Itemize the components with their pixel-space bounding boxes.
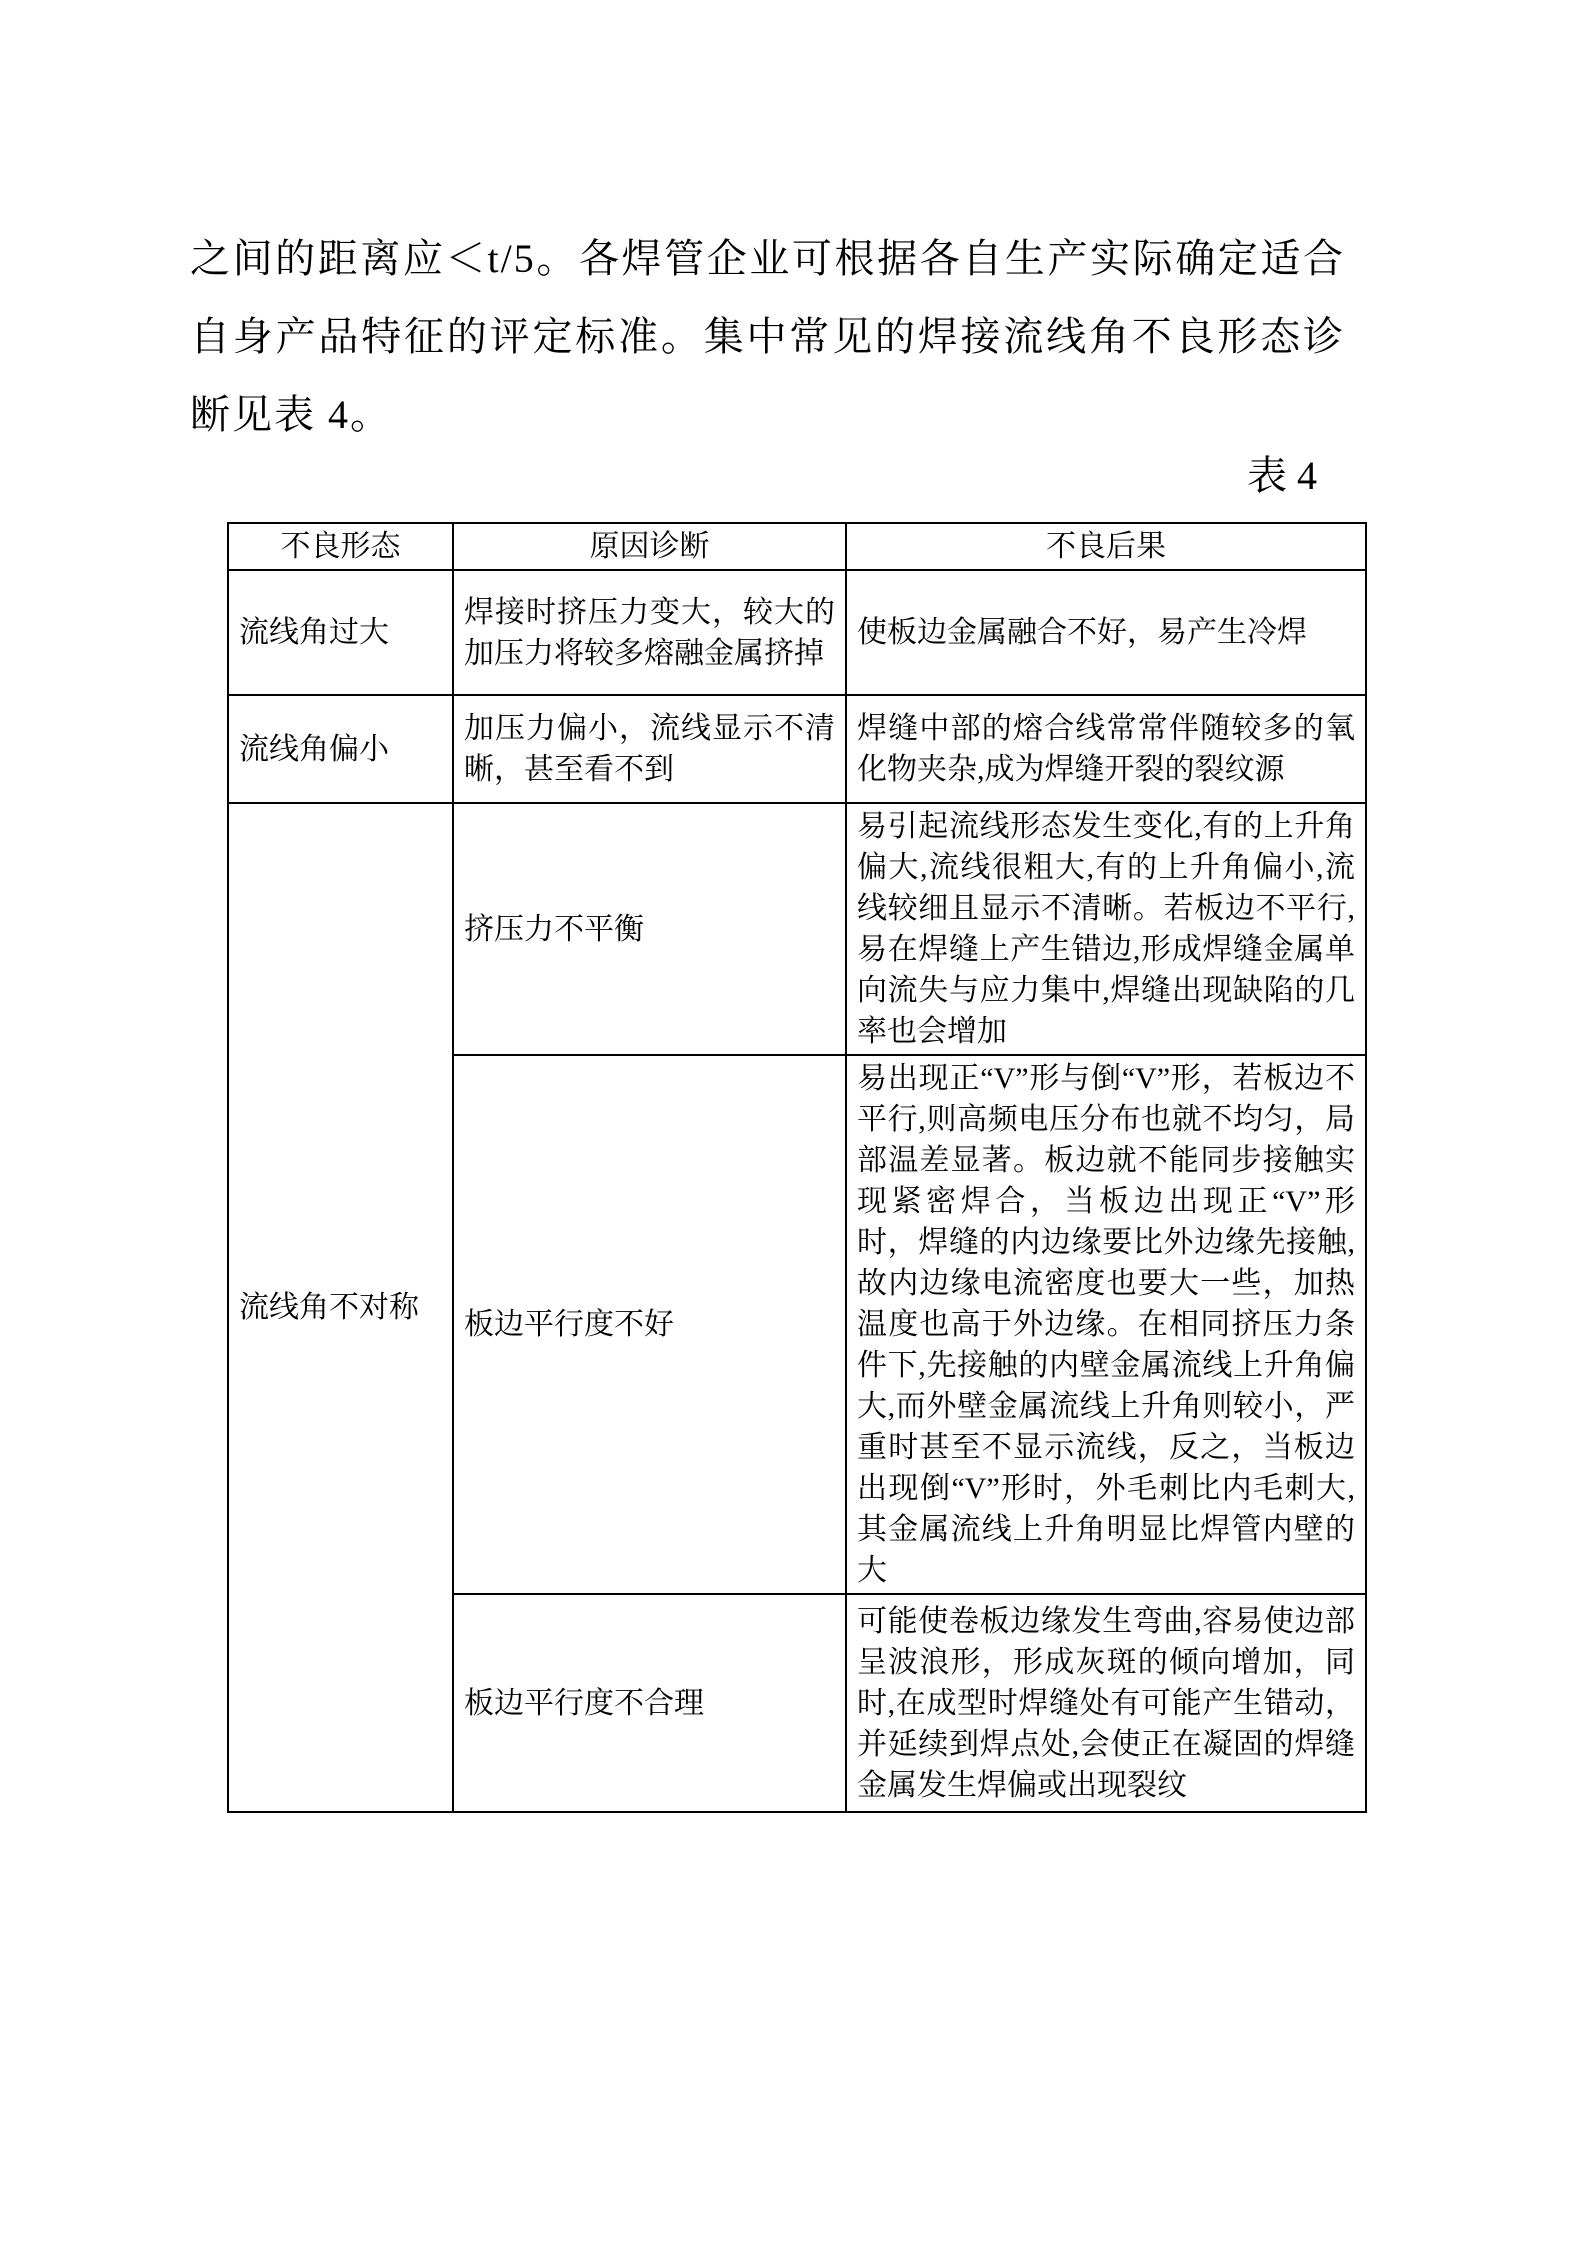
defect-diagnosis-table: [227, 522, 1367, 1813]
cell-consequence: 使板边金属融合不好，易产生冷焊: [846, 570, 1366, 695]
table-header-row: [228, 523, 1366, 570]
cell-defect-form-merged: 流线角不对称: [228, 803, 453, 1812]
table-row: [228, 570, 1366, 695]
cell-defect-form: 流线角过大: [228, 570, 453, 695]
cell-cause: 挤压力不平衡: [453, 803, 846, 1055]
cell-cause: 板边平行度不合理: [453, 1594, 846, 1812]
cell-defect-form: 流线角偏小: [228, 695, 453, 803]
table-row: [228, 803, 1366, 1055]
table-row: [228, 695, 1366, 803]
header-cell-defect-form: 不良形态: [228, 523, 453, 570]
header-cell-cause-diagnosis: 原因诊断: [453, 523, 846, 570]
cell-consequence: 易引起流线形态发生变化,有的上升角偏大,流线很粗大,有的上升角偏小,流线较细且显示不清晰。若板边不平行,易在焊缝上产生错边,形成焊缝金属单向流失与应力集中,焊缝出现缺陷的几率也会增加: [846, 803, 1366, 1055]
table-caption: 表 4: [1247, 453, 1317, 498]
cell-consequence: 可能使卷板边缘发生弯曲,容易使边部呈波浪形，形成灰斑的倾向增加，同时,在成型时焊缝处有可能产生错动，并延续到焊点处,会使正在凝固的焊缝金属发生焊偏或出现裂纹: [846, 1594, 1366, 1812]
cell-cause: 加压力偏小，流线显示不清晰，甚至看不到: [453, 695, 846, 803]
cell-consequence: 焊缝中部的熔合线常常伴随较多的氧化物夹杂,成为焊缝开裂的裂纹源: [846, 695, 1366, 803]
header-cell-bad-consequence: 不良后果: [846, 523, 1366, 570]
cell-cause: 板边平行度不好: [453, 1055, 846, 1594]
cell-consequence: 易出现正“V”形与倒“V”形，若板边不平行,则高频电压分布也就不均匀，局部温差显著。板边就不能同步接触实现紧密焊合，当板边出现正“V”形时，焊缝的内边缘要比外边缘先接触,故内边缘电流密度也要大一些，加热温度也高于外边缘。在相同挤压力条件下,先接触的内壁金属流线上升角偏大,而外壁金属流线上升角则较小，严重时甚至不显示流线，反之，当板边出现倒“V”形时，外毛刺比内毛刺大,其金属流线上升角明显比焊管内壁的大: [846, 1055, 1366, 1594]
cell-cause: 焊接时挤压力变大，较大的加压力将较多熔融金属挤掉: [453, 570, 846, 695]
body-paragraph: 之间的距离应＜t/5。各焊管企业可根据各自生产实际确定适合自身产品特征的评定标准。集中常见的焊接流线角不良形态诊断见表 4。: [190, 236, 1345, 437]
